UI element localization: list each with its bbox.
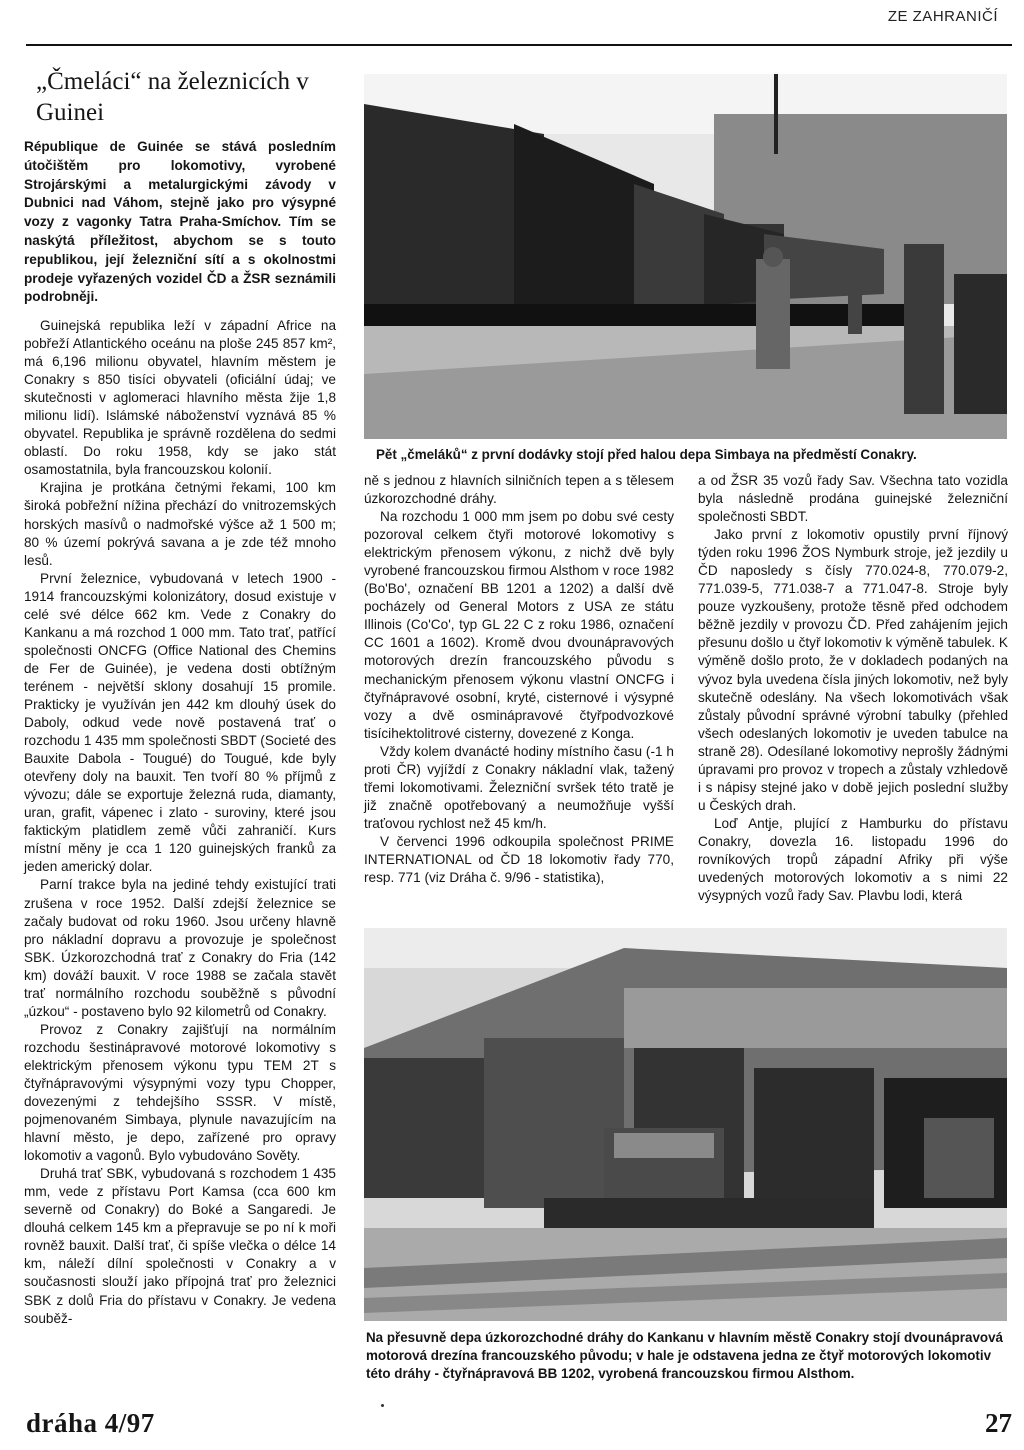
paragraph: Parní trakce byla na jediné tehdy existující trati zrušena v roce 1952. Další zdejší železnice se začaly budovat od roku 1960. Jsou určeny hlavně pro nákladní dopravu a provozuje je společnost SBK. Úzkorozchodná trať z Conakry do Fria (142 km) dováží bauxit. V roce 1988 se začala stavět trať normálního rozchodu souběžně s původní „úzkou“ - postaveno bylo 92 kilometrů od Conakry. — [24, 877, 336, 1019]
paragraph: a od ŽSR 35 vozů řady Sav. Všechna tato vozidla byla následně prodána guinejské železniční společnosti SBDT. — [698, 473, 1008, 525]
text-column-3 — [698, 472, 1008, 905]
paragraph: Loď Antje, plující z Hamburku do přístavu Conakry, dovezla 16. listopadu 1996 do rovníkových tropů západní Afriky při výše uvedených motorových lokomotiv a s nimi 22 výsypných vozů řady Sav. Plavbu lodi, která — [698, 815, 1008, 904]
paragraph: Jako první z lokomotiv opustily první říjnový týden roku 1996 ŽOS Nymburk stroje, jež jezdily u ČD naposledy s čísly 770.024-8, 770.079-2, 771.039-5, 771.038-7 a 771.047-8. Stroje byly pouze vyzkoušeny, protože těsně před odchodem běžně jezdily v provozu ČD. Před zahájením jejich přesunu došlo u čtyř lokomotiv k výměně tabulek. K výměně došlo proto, že v dokladech podaných na vývoz byla uvedena čísla jiných lokomotiv, než byly skutečně odeslány. Na všech lokomotivách však zůstaly původní správné výrobní tabulky (přehled všech odeslaných lokomotiv je uveden tabulce na straně 28). Odesílané lokomotivy neprošly žádnými úpravami pro provoz v tropech a zůstaly vzhledově i s nápisy stejné jako v době jejich poslední služby u Českých drah. — [698, 527, 1008, 813]
paragraph: Vždy kolem dvanácté hodiny místního času (-1 h proti ČR) vyjíždí z Conakry nákladní vlak, tažený třemi lokomotivami. Železniční svršek této tratě je již značně opotřebovaný a neumožňuje vyšší traťovou rychlost než 45 km/h. — [364, 743, 674, 831]
article-title: „Čmeláci“ na železnicích v Guinei — [36, 68, 309, 126]
text-column-1 — [24, 317, 336, 1328]
header-rule — [26, 44, 1012, 46]
paragraph: Krajina je protkána četnými řekami, 100 km široká pobřežní nížina přechází do vnitrozemských horských masívů o nadmořské výšce až 1 500 m; 80 % území pokrývá savana a je zde též mnoho lesů. — [24, 480, 336, 568]
decorative-dot — [381, 1404, 384, 1407]
paragraph: Provoz z Conakry zajišťují na normálním rozchodu šestinápravové motorové lokomotivy s elektrickým přenosem výkonu typu TEM 2T s čtyřnápravovými výsypnými vozy typu Chopper, dovezenými z tehdejšího SSSR. V místě, pojmenovaném Simbaya, plynule navazujícím na hlavní město, je depo, zařízené pro opravy lokomotiv a vagonů. Bylo vybudováno Sověty. — [24, 1021, 336, 1164]
section-tag: ZE ZAHRANIČÍ — [887, 8, 998, 25]
paragraph: První železnice, vybudovaná v letech 1900 - 1914 francouzskými kolonizátory, dosud existuje v celé své délce 662 km. Vede z Conakry do Kankanu a má rozchod 1 000 mm. Tato trať, patřící společnosti ONCFG (Office National des Chemins de Fer de Guinée), je vedena dosti obtížným terénem - největší sklony dosahují 15 promile. Prakticky je využíván jen 442 km dlouhý úsek do Daboly, odkud vede nově postavená trať o rozchodu 1 435 mm společnosti SBDT (Societé des Bauxite Dabola - Tougué) do Tougué, kde byly otevřeny doly na bauxit. Ten tvoří 80 % příjmů z vývozu; dále se exportuje železná ruda, diamanty, uran, grafit, vápenec i zlato - suroviny, které jsou faktickým platidlem země vůči zahraničí. Kurs místní měny je cca 1 120 guinejských franků za jeden americký dolar. — [24, 570, 336, 875]
paragraph: Druhá trať SBK, vybudovaná s rozchodem 1 435 mm, vede z přístavu Port Kamsa (cca 600 km severně od Conakry) do Boké a Sangaredi. Je dlouhá celkem 145 km a přepravuje se po ní k moři rovněž bauxit. Další trať, či spíše vlečka o délce 14 km, náleží dílní společnosti v Conakry a v současnosti slouží jako přípojná trať pro železnici SBK z dolů Fria do přístavu v Conakry. Je vedena souběž- — [24, 1166, 336, 1326]
photo-caption-1: Pět „čmeláků“ z první dodávky stojí před halou depa Simbaya na předměstí Conakry. — [376, 447, 917, 462]
photo-locomotives-simbaya — [364, 74, 1007, 439]
photo-caption-2: Na přesuvně depa úzkorozchodné dráhy do Kankanu v hlavním městě Conakry stojí dvounápravová motorová drezína francouzského původu; v hale je odstavena jedna ze čtyř motorových lokomotiv této dráhy - čtyřnápravová BB 1202, vyrobená francouzskou firmou Alsthom. — [366, 1330, 1003, 1381]
paragraph: Na rozchodu 1 000 mm jsem po dobu své cesty pozoroval celkem čtyři motorové lokomotivy s elektrickým přenosem výkonu, z nichž dvě byly vyrobené francouzskou firmou Alsthom v roce 1982 (Bo'Bo', označení BB 1201 a 1202) a další dvě pocházely od General Motors z USA ze státu Illinois (Co'Co', typ GL 22 C z roku 1986, označení CC 1601 a 1602). Kromě dvou dvounápravových motorových drezín francouzského původu s mechanickým přenosem výkonu vlastní ONCFG i čtyřnápravové osobní, kryté, cisternové i výsypné vozy a dvě osminápravové čtyřpodvozkové tisícihektolitrové cisterny, dovezené z Konga. — [364, 509, 674, 741]
text-column-2 — [364, 472, 674, 887]
photo-depot-kankan — [364, 928, 1007, 1321]
magazine-issue: dráha 4/97 — [26, 1408, 155, 1438]
paragraph: ně s jednou z hlavních silničních tepen a s tělesem úzkorozchodné dráhy. — [364, 473, 674, 507]
page-number: 27 — [985, 1408, 1012, 1438]
paragraph: Guinejská republika leží v západní Africe na pobřeží Atlantického oceánu na ploše 245 857 km², má 6,196 milionu obyvatel, hlavním městem je Conakry s 850 tisíci obyvateli (oficiální údaj; ve skutečnosti v aglomeraci hlavního města žije 1,8 milionu lidí). Islámské náboženství vyznává 85 % obyvatel. Republika je správně rozdělena do sedmi oblastí. Do roku 1958, kdy se jako stát osamostatnila, byla francouzskou kolonií. — [24, 318, 336, 478]
paragraph: V červenci 1996 odkoupila společnost PRIME INTERNATIONAL od ČD 18 lokomotiv řady 770, resp. 771 (viz Dráha č. 9/96 - statistika), — [364, 833, 674, 886]
article-lead: République de Guinée se stává posledním útočištěm pro lokomotivy, vyrobené Strojárskými a metalurgickými závody v Dubnici nad Váhom, stejně jako pro výsypné vozy z vagonky Tatra Praha-Smíchov. Tím se naskýtá příležitost, abychom se s touto republikou, její železniční sítí a s okolnostmi prodeje vyřazených vozidel ČD a ŽSR seznámili podrobněji. — [24, 139, 336, 305]
